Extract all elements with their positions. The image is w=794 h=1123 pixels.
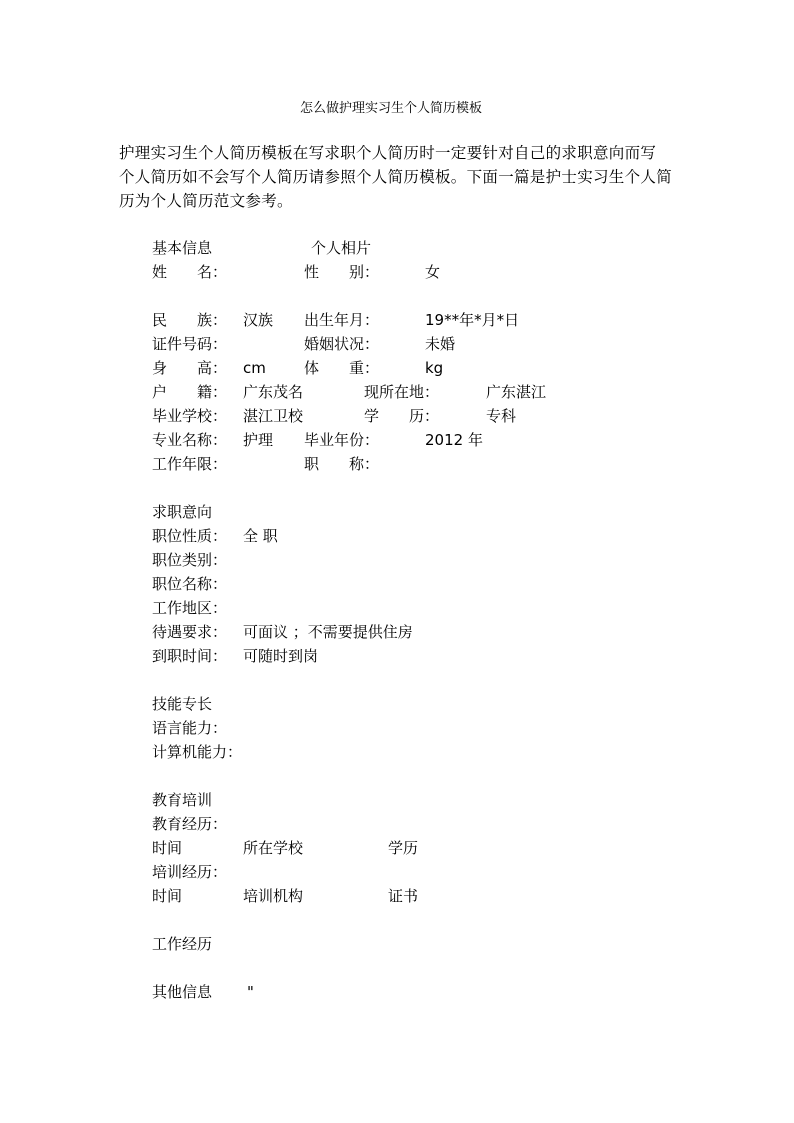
section-heading-job: 求职意向 — [152, 503, 213, 521]
document-title: 怎么做护理实习生个人简历模板 — [300, 101, 483, 116]
job-nature-label: 职位性质： — [152, 527, 228, 545]
major-value: 护理 — [243, 431, 274, 449]
degree-value: 专科 — [486, 407, 517, 425]
degree-label: 学 历： — [364, 407, 440, 425]
school-label: 毕业学校： — [152, 407, 228, 425]
computer-label: 计算机能力： — [152, 743, 243, 761]
grad-year-value: 2012 年 — [425, 431, 483, 449]
weight-label: 体 重： — [304, 359, 380, 377]
residence-value: 广东湛江 — [486, 383, 547, 401]
ethnicity-value: 汉族 — [243, 311, 274, 329]
education-col-time: 时间 — [152, 839, 183, 857]
hukou-label: 户 籍： — [152, 383, 228, 401]
birth-value: 19**年*月*日 — [425, 311, 520, 329]
training-label: 培训经历： — [152, 863, 228, 881]
start-time-value: 可随时到岗 — [243, 647, 319, 665]
job-category-label: 职位类别： — [152, 551, 228, 569]
photo-label: 个人相片 — [311, 239, 372, 257]
school-value: 湛江卫校 — [243, 407, 304, 425]
job-area-label: 工作地区： — [152, 599, 228, 617]
birth-label: 出生年月： — [304, 311, 380, 329]
intro-line: 历为个人简历范文参考。 — [119, 192, 293, 210]
work-years-label: 工作年限： — [152, 455, 228, 473]
id-number-label: 证件号码： — [152, 335, 228, 353]
height-label: 身 高： — [152, 359, 228, 377]
grad-year-label: 毕业年份： — [304, 431, 380, 449]
language-label: 语言能力： — [152, 719, 228, 737]
gender-value: 女 — [425, 263, 441, 281]
hukou-value: 广东茂名 — [243, 383, 304, 401]
education-label: 教育经历： — [152, 815, 228, 833]
section-heading-work: 工作经历 — [152, 935, 213, 953]
section-heading-basic: 基本信息 — [152, 239, 213, 257]
job-title-label: 职 称： — [304, 455, 380, 473]
job-nature-value: 全 职 — [243, 527, 278, 545]
residence-label: 现所在地： — [364, 383, 440, 401]
other-mark: " — [247, 983, 254, 1001]
weight-unit: kg — [425, 359, 444, 377]
major-label: 专业名称： — [152, 431, 228, 449]
start-time-label: 到职时间： — [152, 647, 228, 665]
intro-paragraph — [119, 141, 679, 213]
marital-label: 婚姻状况： — [304, 335, 380, 353]
intro-line: 护理实习生个人简历模板在写求职个人简历时一定要针对自己的求职意向而写 — [119, 144, 657, 162]
marital-value: 未婚 — [425, 335, 456, 353]
salary-label: 待遇要求： — [152, 623, 228, 641]
section-heading-skills: 技能专长 — [152, 695, 213, 713]
intro-line: 个人简历如不会写个人简历请参照个人简历模板。下面一篇是护士实习生个人简 — [119, 168, 673, 186]
education-col-degree: 学历 — [388, 839, 419, 857]
section-heading-other: 其他信息 — [152, 983, 213, 1001]
height-unit: cm — [243, 359, 266, 377]
training-col-certificate: 证书 — [388, 887, 419, 905]
gender-label: 性 别： — [304, 263, 380, 281]
section-heading-education: 教育培训 — [152, 791, 213, 809]
name-label: 姓 名： — [152, 263, 228, 281]
salary-value: 可面议 ；不需要提供住房 — [243, 623, 413, 641]
education-col-school: 所在学校 — [243, 839, 304, 857]
job-position-label: 职位名称： — [152, 575, 228, 593]
training-col-institution: 培训机构 — [243, 887, 304, 905]
ethnicity-label: 民 族： — [152, 311, 228, 329]
training-col-time: 时间 — [152, 887, 183, 905]
